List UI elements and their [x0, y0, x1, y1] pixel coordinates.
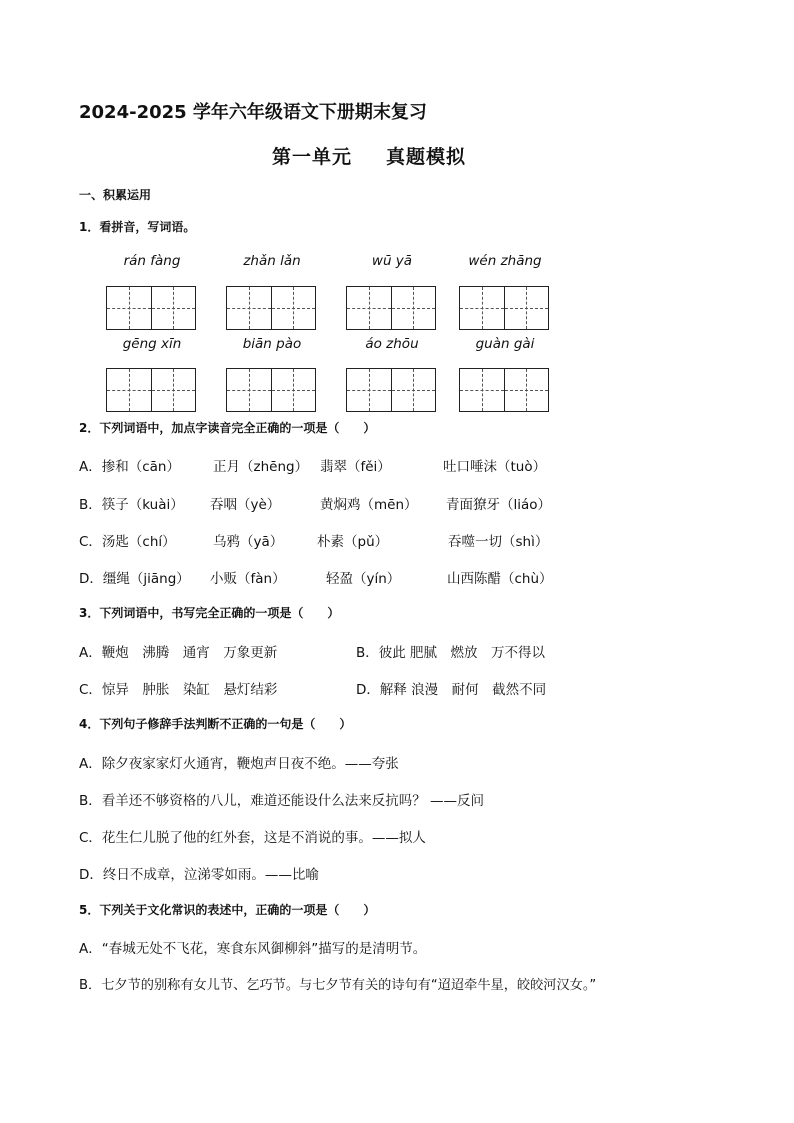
q2-option-a: 吐口唾沫（tuò）	[443, 459, 547, 475]
q3-option-d: D．解释 浪漫 耐何 截然不同	[356, 682, 547, 698]
question-3-stem: 3．下列词语中，书写完全正确的一项是（ ）	[79, 606, 340, 620]
pinyin-label: biān pào	[242, 336, 302, 352]
q3-option-a: A．鞭炮 沸腾 通宵 万象更新	[79, 645, 278, 661]
subtitle-unit: 第一单元	[272, 146, 353, 168]
q2-option-b: 黄焖鸡（mēn）	[320, 497, 418, 513]
page-title: 2024-2025 学年六年级语文下册期末复习	[79, 102, 427, 123]
writing-grid[interactable]	[226, 368, 316, 412]
q2-option-d: 轻盈（yín）	[326, 571, 401, 587]
writing-grid[interactable]	[346, 286, 436, 330]
pinyin-label: rán fàng	[123, 253, 181, 269]
writing-grid[interactable]	[106, 286, 196, 330]
pinyin-label: wén zhāng	[468, 253, 542, 269]
q2-option-d: 小贩（fàn）	[210, 571, 286, 587]
q4-option-a: A．除夕夜家家灯火通宵，鞭炮声日夜不绝。——夸张	[79, 756, 399, 772]
q2-option-b: 青面獠牙（liáo）	[446, 497, 552, 513]
section-heading: 一、积累运用	[79, 188, 152, 202]
q3-option-c: C．惊异 肿胀 染缸 悬灯结彩	[79, 682, 278, 698]
pinyin-label: guàn gài	[475, 336, 535, 352]
q2-option-a: 正月（zhēng）	[213, 459, 309, 475]
question-5-stem: 5．下列关于文化常识的表述中，正确的一项是（ ）	[79, 903, 376, 917]
subtitle-topic: 真题模拟	[386, 146, 467, 168]
writing-grid[interactable]	[106, 368, 196, 412]
q4-option-d: D．终日不成章，泣涕零如雨。——比喻	[79, 867, 319, 883]
q4-option-b: B．看羊还不够资格的八儿，难道还能设什么法来反抗吗？ ——反问	[79, 793, 485, 809]
q2-option-c: 吞噬一切（shì）	[448, 534, 549, 550]
q2-option-b: 吞咽（yè）	[210, 497, 281, 513]
writing-grid[interactable]	[459, 368, 549, 412]
pinyin-label: zhǎn lǎn	[243, 253, 301, 269]
q2-option-c: C．汤匙（chí）	[79, 534, 176, 550]
pinyin-label: áo zhōu	[365, 336, 419, 352]
writing-grid[interactable]	[346, 368, 436, 412]
q3-option-b: B．彼此 肥腻 燃放 万不得以	[356, 645, 546, 661]
q2-option-d: D．缰绳（jiāng）	[79, 571, 190, 587]
pinyin-label: wū yā	[371, 253, 413, 269]
q2-option-c: 朴素（pǔ）	[317, 534, 389, 550]
q2-option-c: 乌鸦（yā）	[213, 534, 284, 550]
q2-option-a: 翡翠（fěi）	[320, 459, 391, 475]
q5-option-b: B．七夕节的别称有女儿节、乞巧节。与七夕节有关的诗句有“迢迢牵牛星，皎皎河汉女。”	[79, 978, 597, 993]
q4-option-c: C．花生仁儿脱了他的红外套，这是不消说的事。——拟人	[79, 830, 426, 846]
q2-option-b: B．筷子（kuài）	[79, 497, 184, 513]
question-4-stem: 4．下列句子修辞手法判断不正确的一句是（ ）	[79, 717, 352, 731]
q2-option-a: A．掺和（cān）	[79, 459, 180, 475]
question-2-stem: 2．下列词语中，加点字读音完全正确的一项是（ ）	[79, 421, 376, 435]
question-1-stem: 1．看拼音，写词语。	[79, 220, 196, 234]
q2-option-d: 山西陈醋（chù）	[447, 571, 553, 587]
writing-grid[interactable]	[459, 286, 549, 330]
page-subtitle	[272, 142, 466, 169]
q5-option-a: A．“春城无处不飞花，寒食东风御柳斜”描写的是清明节。	[79, 941, 427, 957]
pinyin-label: gēng xīn	[122, 336, 182, 352]
writing-grid[interactable]	[226, 286, 316, 330]
